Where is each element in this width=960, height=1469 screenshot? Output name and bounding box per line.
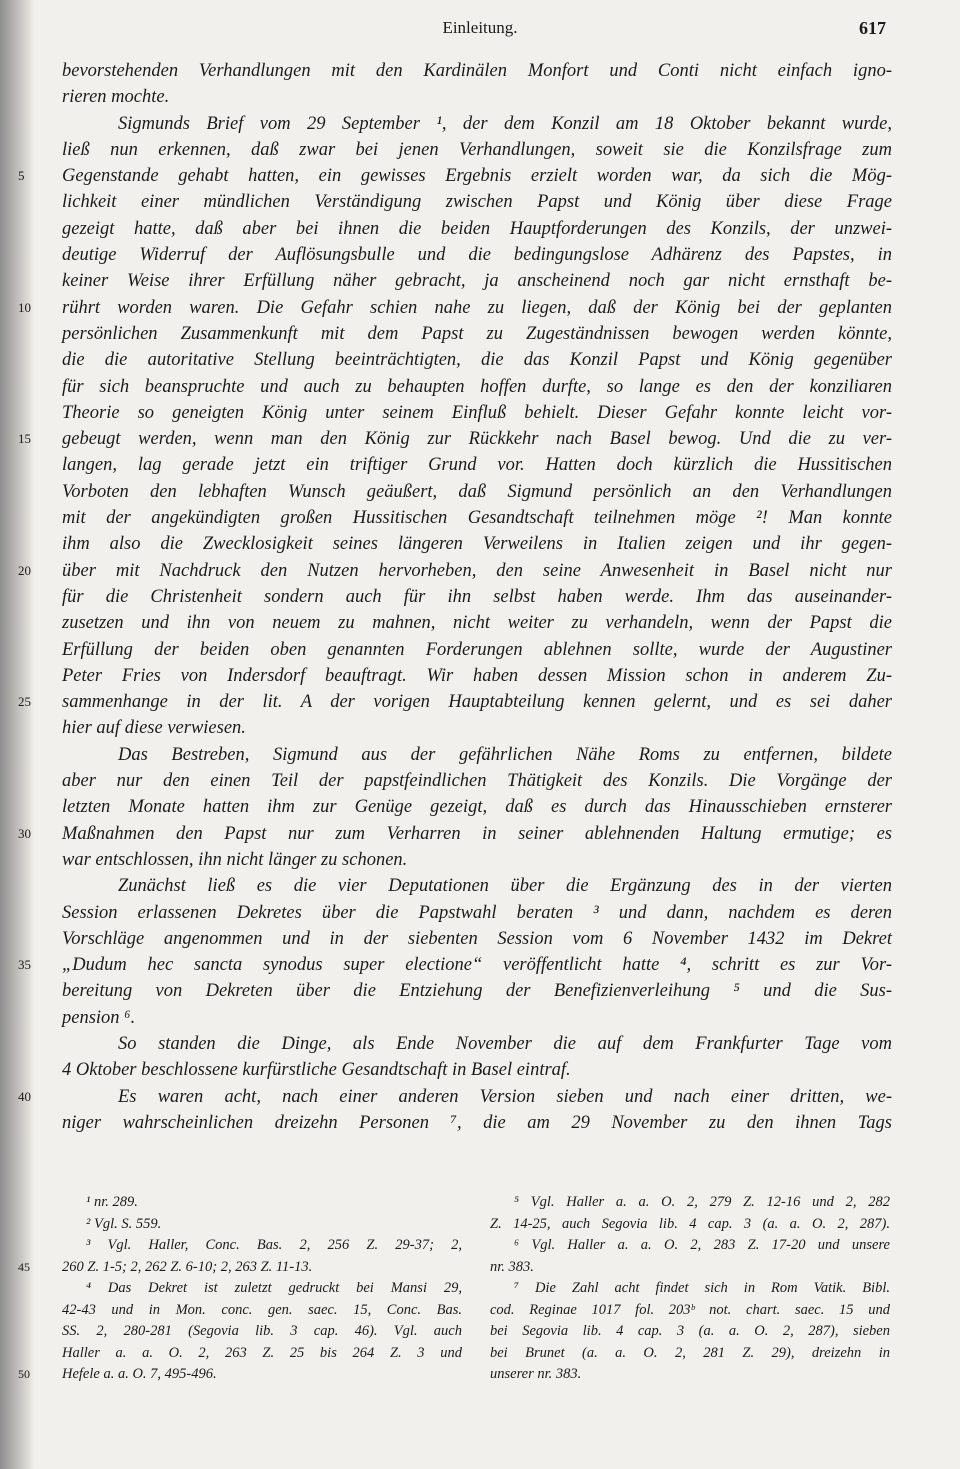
text-line: [62, 847, 892, 873]
text-line: [62, 84, 892, 110]
footnote-line: [490, 1214, 890, 1236]
line-text: bei Brunet (a. a. O. 2, 281 Z. 29), dreizehn in: [490, 1344, 890, 1361]
footnotes: [18, 1192, 892, 1412]
line-text: ³ Vgl. Haller, Conc. Bas. 2, 256 Z. 29-37; 2,: [86, 1237, 462, 1253]
line-text: Z. 14-25, auch Segovia lib. 4 cap. 3 (a. a. O. 2, 287).: [490, 1215, 890, 1232]
footnote-line: [62, 1300, 462, 1322]
text-line: [62, 479, 892, 505]
text-line: [62, 1110, 892, 1136]
footnote-line: [490, 1364, 890, 1386]
text-line: [18, 1084, 892, 1110]
line-text: SS. 2, 280-281 (Segovia lib. 3 cap. 46). Vgl. auch: [62, 1323, 462, 1339]
line-number: 5: [18, 168, 25, 184]
text-line: [62, 1005, 892, 1031]
text-line: [62, 610, 892, 636]
text-line: [62, 926, 892, 952]
line-text: ⁷ Die Zahl acht findet sich in Rom Vatik. Bibl.: [514, 1280, 890, 1296]
text-line: [18, 689, 892, 715]
line-number: 20: [18, 562, 31, 578]
text-line: [62, 715, 892, 741]
text-line: [18, 295, 892, 321]
text-line: [62, 873, 892, 899]
line-text: cod. Reginae 1017 fol. 203ᵇ not. chart. saec. 15 und: [490, 1301, 890, 1318]
line-number: 50: [18, 1367, 30, 1381]
text-line: [18, 426, 892, 452]
footnote-line: [490, 1278, 890, 1300]
line-text: pension ⁶.: [62, 1007, 136, 1028]
line-text: 260 Z. 1-5; 2, 262 Z. 6-10; 2, 263 Z. 11-13.: [62, 1258, 313, 1275]
footnote-line: [18, 1257, 462, 1279]
line-text: Haller a. a. O. 2, 263 Z. 25 bis 264 Z. 3 und: [62, 1344, 462, 1361]
footnote-line: [62, 1321, 462, 1343]
line-number: 45: [18, 1259, 30, 1274]
text-line: [62, 347, 892, 373]
footnote-line: [490, 1343, 890, 1365]
line-text: gebeugt werden, wenn man den König zur Rückkehr nach Basel bewog. Und die zu ver-: [62, 429, 892, 450]
text-line: [62, 400, 892, 426]
text-line: [62, 189, 892, 215]
line-text: ⁶ Vgl. Haller a. a. O. 2, 283 Z. 17-20 und unsere: [514, 1237, 890, 1253]
line-text: Peter Fries von Indersdorf beauftragt. Wir haben dessen Mission schon in anderem Zu-: [62, 665, 892, 686]
text-line: [62, 1031, 892, 1057]
line-text: Maßnahmen den Papst nur zum Verharren in seiner ablehnenden Haltung ermutige; es: [62, 823, 892, 844]
text-line: [62, 505, 892, 531]
line-text: ließ nun erkennen, daß zwar bei jenen Verhandlungen, soweit sie die Konzilsfrage zum: [62, 139, 892, 160]
text-line: [62, 374, 892, 400]
line-text: für sich beanspruchte und auch zu behaupten hoffen durfte, so lange es den der konziliaren: [62, 376, 892, 397]
line-text: 4 Oktober beschlossene kurfürstliche Gesandtschaft in Basel eintraf.: [62, 1060, 571, 1081]
line-text: aber nur den einen Teil der papstfeindlichen Thätigkeit des Konzils. Die Vorgänge der: [62, 771, 892, 792]
footnote-line: [62, 1192, 462, 1214]
line-text: Gegenstande gehabt hatten, ein gewisses Ergebnis erzielt worden war, da sich die Mög-: [62, 166, 892, 187]
line-text: für die Christenheit sondern auch für ihn selbst haben werde. Ihm das auseinander-: [62, 586, 892, 607]
line-text: die die autoritative Stellung beeinträchtigten, die das Konzil Papst und König gegenüber: [62, 350, 892, 371]
line-text: niger wahrscheinlichen dreizehn Personen ⁷, die am 29 November zu den ihnen Tags: [62, 1112, 892, 1133]
line-text: Erfüllung der beiden oben genannten Forderungen ablehnen sollte, wurde der Augustiner: [62, 639, 892, 660]
footnotes-right-column: [490, 1192, 890, 1386]
line-text: hier auf diese verwiesen.: [62, 718, 246, 739]
footnote-line: [62, 1278, 462, 1300]
line-text: Theorie so geneigten König unter seinem Einfluß behielt. Dieser Gefahr konnte leicht vor-: [62, 402, 892, 423]
line-text: lichkeit einer mündlichen Verständigung zwischen Papst und König über diese Frage: [62, 192, 892, 213]
line-text: ihm also die Zwecklosigkeit seines längeren Verweilens in Italien zeigen und ihr gegen-: [62, 534, 892, 555]
line-text: ⁴ Das Dekret ist zuletzt gedruckt bei Mansi 29,: [86, 1280, 462, 1296]
text-line: [62, 742, 892, 768]
footnote-line: [62, 1235, 462, 1257]
line-text: 42-43 und in Mon. conc. gen. saec. 15, Conc. Bas.: [62, 1301, 462, 1318]
footnote-line: [490, 1300, 890, 1322]
text-line: [62, 531, 892, 557]
line-text: Vorschläge angenommen und in der siebenten Session vom 6 November 1432 im Dekret: [62, 928, 892, 949]
line-text: mit der angekündigten großen Hussitischen Gesandtschaft teilnehmen möge ²! Man konnte: [62, 508, 892, 529]
running-head: Einleitung.: [442, 18, 518, 37]
line-text: gezeigt hatte, daß aber bei ihnen die beiden Hauptforderungen des Konzils, der unzwei-: [62, 218, 892, 239]
line-number: 30: [18, 825, 31, 841]
footnote-line: [62, 1343, 462, 1365]
line-text: langen, lag gerade jetzt ein triftiger Grund vor. Hatten doch kürzlich die Hussitischen: [62, 455, 892, 476]
footnote-line: [490, 1235, 890, 1257]
line-text: sammenhange in der lit. A der vorigen Hauptabteilung kennen gelernt, und es sei daher: [62, 692, 892, 713]
line-text: über mit Nachdruck den Nutzen hervorheben, den seine Anwesenheit in Basel nicht nur: [62, 560, 892, 581]
text-line: [62, 768, 892, 794]
page-number: 617: [859, 18, 886, 38]
text-line: [62, 1057, 892, 1083]
footnote-line: [62, 1214, 462, 1236]
main-text-block: [18, 58, 892, 1136]
text-line: [62, 268, 892, 294]
text-line: [62, 58, 892, 84]
line-text: unserer nr. 383.: [490, 1366, 582, 1382]
line-text: Das Bestreben, Sigmund aus der gefährlichen Nähe Roms zu entfernen, bildete: [118, 744, 892, 765]
line-number: 25: [18, 694, 31, 710]
text-line: [62, 978, 892, 1004]
text-line: [18, 952, 892, 978]
line-text: zusetzen und ihn von neuem zu mahnen, nicht weiter zu verhandeln, wenn der Papst die: [62, 613, 892, 634]
line-text: letzten Monate hatten ihm zur Genüge gezeigt, daß es durch das Hinausschieben ernsterer: [62, 797, 892, 818]
line-text: „Dudum hec sancta synodus super electione“ veröffentlicht hatte ⁴, schritt es zur Vor-: [62, 955, 892, 976]
line-text: bei Segovia lib. 4 cap. 3 (a. a. O. 2, 287), sieben: [490, 1323, 890, 1339]
line-text: nr. 383.: [490, 1258, 534, 1275]
line-text: Sigmunds Brief vom 29 September ¹, der dem Konzil am 18 Oktober bekannt wurde,: [118, 113, 892, 134]
line-text: So standen die Dinge, als Ende November die auf dem Frankfurter Tage vom: [118, 1033, 892, 1054]
line-text: rührt worden waren. Die Gefahr schien nahe zu liegen, daß der König bei der geplanten: [62, 297, 892, 318]
text-line: [62, 321, 892, 347]
text-line: [62, 794, 892, 820]
footnotes-left-column: [18, 1192, 462, 1386]
line-text: bereitung von Dekreten über die Entziehung der Benefizienverleihung ⁵ und die Sus-: [62, 981, 892, 1002]
line-number: 15: [18, 431, 31, 447]
footnote-line: [490, 1192, 890, 1214]
footnote-line: [490, 1321, 890, 1343]
line-text: persönlichen Zusammenkunft mit dem Papst zu Zugeständnissen bewogen werden könnte,: [62, 323, 892, 344]
text-line: [18, 821, 892, 847]
line-text: Es waren acht, nach einer anderen Version sieben und nach einer dritten, we-: [118, 1086, 892, 1107]
text-line: [18, 163, 892, 189]
footnote-line: [18, 1364, 462, 1386]
text-line: [18, 558, 892, 584]
text-line: [62, 242, 892, 268]
line-number: 40: [18, 1088, 31, 1104]
line-text: war entschlossen, ihn nicht länger zu schonen.: [62, 849, 408, 870]
text-line: [62, 137, 892, 163]
line-text: rieren mochte.: [62, 87, 170, 108]
text-line: [62, 900, 892, 926]
line-number: 35: [18, 957, 31, 973]
line-text: keiner Weise ihrer Erfüllung näher gebracht, ja anscheinend noch gar nicht ernsthaft be-: [62, 271, 892, 292]
text-line: [62, 111, 892, 137]
line-text: bevorstehenden Verhandlungen mit den Kardinälen Monfort und Conti nicht einfach igno-: [62, 61, 892, 81]
text-line: [62, 637, 892, 663]
footnote-line: [490, 1257, 890, 1279]
line-text: ² Vgl. S. 559.: [86, 1215, 162, 1232]
text-line: [62, 216, 892, 242]
line-text: deutige Widerruf der Auflösungsbulle und die bedingungslose Adhärenz des Papstes, in: [62, 245, 892, 266]
text-line: [62, 452, 892, 478]
line-text: ⁵ Vgl. Haller a. a. O. 2, 279 Z. 12-16 und 2, 282: [514, 1194, 890, 1210]
line-text: Zunächst ließ es die vier Deputationen über die Ergänzung des in der vierten: [118, 876, 892, 897]
line-text: Vorboten den lebhaften Wunsch geäußert, daß Sigmund persönlich an den Verhandlungen: [62, 481, 892, 502]
line-text: Hefele a. a. O. 7, 495-496.: [62, 1366, 217, 1382]
line-text: Session erlassenen Dekretes über die Papstwahl beraten ³ und dann, nachdem es deren: [62, 902, 892, 923]
text-line: [62, 663, 892, 689]
line-text: ¹ nr. 289.: [86, 1194, 138, 1210]
text-line: [62, 584, 892, 610]
line-number: 10: [18, 299, 31, 315]
